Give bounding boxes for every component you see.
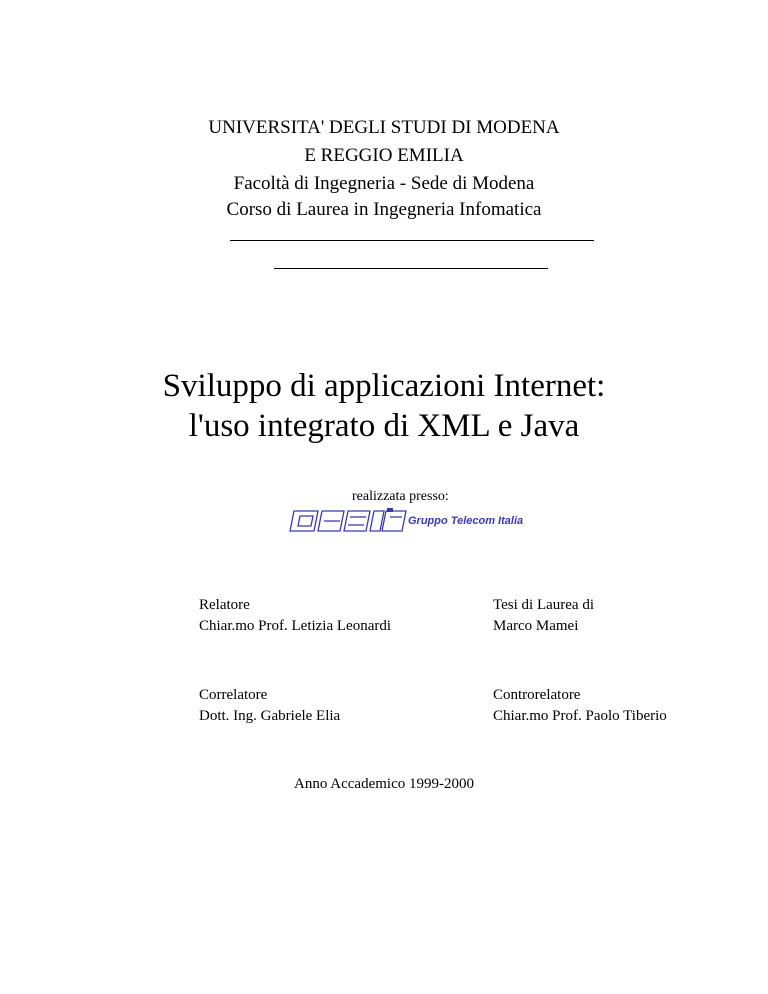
cselt-logo-mark xyxy=(288,508,408,534)
thesis-title-line1: Sviluppo di applicazioni Internet: xyxy=(162,368,606,404)
logo-tagline: Gruppo Telecom Italia xyxy=(408,515,524,527)
relatore-label: Relatore xyxy=(199,597,250,613)
separator-rule-long xyxy=(230,240,594,241)
faculty-line: Facoltà di Ingegneria - Sede di Modena xyxy=(233,173,535,194)
controrelatore-label: Controrelatore xyxy=(493,687,581,703)
controrelatore-name: Chiar.mo Prof. Paolo Tiberio xyxy=(493,708,667,724)
university-name-line1: UNIVERSITA' DEGLI STUDI DI MODENA xyxy=(208,117,560,138)
thesis-title-line2: l'uso integrato di XML e Java xyxy=(188,408,580,444)
cselt-logo xyxy=(288,508,538,534)
correlatore-name: Dott. Ing. Gabriele Elia xyxy=(199,708,341,724)
tesi-label: Tesi di Laurea di xyxy=(493,597,594,613)
separator-rule-short xyxy=(274,268,548,269)
relatore-name: Chiar.mo Prof. Letizia Leonardi xyxy=(199,618,392,634)
correlatore-label: Correlatore xyxy=(199,687,268,703)
tesi-author-name: Marco Mamei xyxy=(493,618,579,634)
academic-year: Anno Accademico 1999-2000 xyxy=(294,776,474,792)
university-name-line2: E REGGIO EMILIA xyxy=(304,145,464,166)
course-line: Corso di Laurea in Ingegneria Infomatica xyxy=(226,199,542,220)
affiliation-label: realizzata presso: xyxy=(352,489,449,504)
